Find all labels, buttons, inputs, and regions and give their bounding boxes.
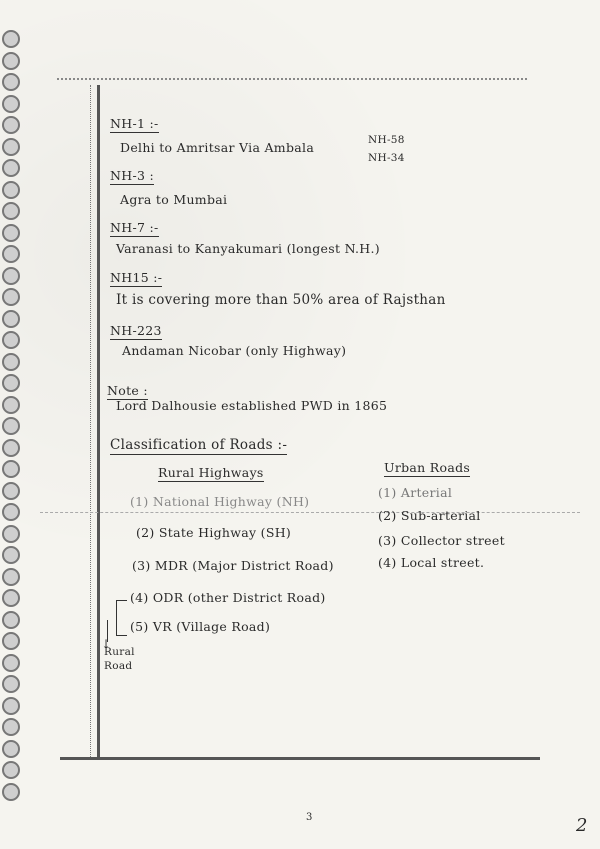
rural-item-5: (5) VR (Village Road) — [130, 619, 271, 634]
page-top-border — [57, 78, 527, 80]
rural-road-bracket — [116, 600, 127, 636]
rural-highways-title: Rural Highways — [158, 465, 264, 480]
spiral-ring — [2, 675, 20, 693]
rural-road-label: Rural Road — [104, 646, 135, 672]
spiral-ring — [2, 353, 20, 371]
spiral-ring — [2, 503, 20, 521]
nh15-text: It is covering more than 50% area of Rajsthan — [116, 292, 446, 308]
spiral-ring — [2, 740, 20, 758]
page-margin-line — [97, 85, 100, 757]
page-number: 3 — [306, 812, 313, 823]
spiral-ring — [2, 245, 20, 263]
spiral-ring — [2, 568, 20, 586]
arrow-down-icon: ↓ — [101, 637, 112, 651]
spiral-ring — [2, 482, 20, 500]
rural-item-4: (4) ODR (other District Road) — [130, 590, 326, 605]
note-heading: Note : — [107, 383, 148, 398]
classification-title: Classification of Roads :- — [110, 437, 288, 453]
nh223-text: Andaman Nicobar (only Highway) — [122, 343, 347, 358]
urban-item-4: (4) Local street. — [378, 555, 485, 570]
spiral-ring — [2, 138, 20, 156]
spiral-ring — [2, 224, 20, 242]
spiral-ring — [2, 654, 20, 672]
spiral-ring — [2, 73, 20, 91]
rural-item-2: (2) State Highway (SH) — [136, 525, 292, 540]
spiral-ring — [2, 611, 20, 629]
urban-item-3: (3) Collector street — [378, 533, 505, 548]
spiral-ring — [2, 589, 20, 607]
spiral-ring — [2, 546, 20, 564]
spiral-ring — [2, 116, 20, 134]
nh7-heading: NH-7 :- — [110, 220, 159, 235]
nh15-heading: NH15 :- — [110, 270, 163, 285]
spiral-binding — [2, 30, 28, 830]
spiral-ring — [2, 396, 20, 414]
nh1-text: Delhi to Amritsar Via Ambala — [120, 140, 315, 155]
spiral-ring — [2, 632, 20, 650]
spiral-ring — [2, 202, 20, 220]
urban-roads-title: Urban Roads — [384, 460, 471, 475]
side-note-nh34: NH-34 — [368, 152, 405, 164]
spiral-ring — [2, 288, 20, 306]
rural-item-1: (1) National Highway (NH) — [130, 494, 310, 509]
rural-item-3: (3) MDR (Major District Road) — [132, 558, 334, 573]
nh223-heading: NH-223 — [110, 323, 162, 338]
spiral-ring — [2, 30, 20, 48]
spiral-ring — [2, 374, 20, 392]
nh3-text: Agra to Mumbai — [120, 192, 228, 207]
page-margin-dotted — [90, 85, 91, 757]
spiral-ring — [2, 310, 20, 328]
side-note-nh58: NH-58 — [368, 134, 405, 146]
spiral-ring — [2, 439, 20, 457]
nh3-heading: NH-3 : — [110, 168, 154, 183]
spiral-ring — [2, 331, 20, 349]
nh1-heading: NH-1 :- — [110, 116, 159, 131]
spiral-ring — [2, 181, 20, 199]
urban-item-1: (1) Arterial — [378, 485, 453, 500]
spiral-ring — [2, 95, 20, 113]
spiral-ring — [2, 525, 20, 543]
page-bottom-border — [60, 757, 540, 760]
page-fold-line — [40, 512, 580, 513]
spiral-ring — [2, 417, 20, 435]
spiral-ring — [2, 460, 20, 478]
corner-page-mark: 2 — [576, 815, 588, 836]
note-text: Lord Dalhousie established PWD in 1865 — [116, 398, 388, 413]
spiral-ring — [2, 697, 20, 715]
spiral-ring — [2, 159, 20, 177]
nh7-text: Varanasi to Kanyakumari (longest N.H.) — [116, 241, 380, 256]
spiral-ring — [2, 267, 20, 285]
urban-item-2: (2) Sub-arterial — [378, 508, 481, 523]
spiral-ring — [2, 718, 20, 736]
spiral-ring — [2, 761, 20, 779]
spiral-ring — [2, 52, 20, 70]
spiral-ring — [2, 783, 20, 801]
